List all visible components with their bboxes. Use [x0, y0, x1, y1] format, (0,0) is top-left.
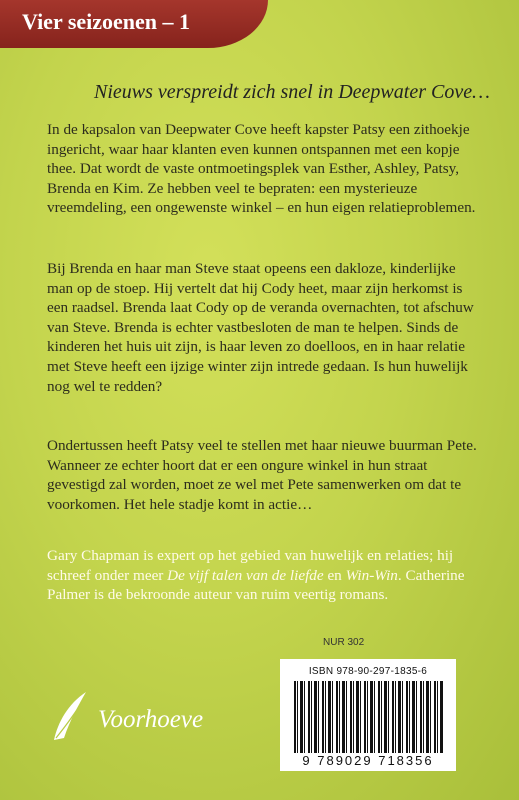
ean-digits: 9 789029 718356 — [302, 753, 434, 768]
series-title-tab — [0, 0, 268, 48]
publisher-name: Voorhoeve — [98, 706, 204, 733]
nur-code: NUR 302 — [323, 637, 365, 648]
author-bio-book-1: De vijf talen van de liefde — [167, 566, 324, 584]
author-bio-book-2: Win-Win — [345, 566, 398, 584]
author-bio-text-2: en — [323, 566, 346, 584]
tagline: Nieuws verspreidt zich snel in Deepwater Cove… — [94, 81, 490, 103]
author-bio — [47, 546, 477, 605]
blurb-paragraph-1: In de kapsalon van Deepwater Cove heeft kapster Patsy een zithoekje ingericht, waar haar klanten even kunnen ontspannen met een kopje thee. Dat wordt de vaste ontmoetingsplek van Esther, Ashley, Patsy, Brenda en Kim. Ze hebben veel te bepraten: een mysterieuze vreemdeling, een ongewenste winkel – en hun eigen relatieproblemen. — [47, 121, 476, 217]
publisher-logo — [42, 688, 242, 744]
quill-icon — [42, 688, 98, 744]
blurb-paragraph-2: Bij Brenda en haar man Steve staat opeens een dakloze, kinderlijke man op de stoep. Hij vertelt dat hij Cody heet, maar zijn herkomst is een raadsel. Brenda laat Cody op de veranda overnachten, tot afschuw van Steve. Brenda is echter vastbesloten de man te helpen. Sinds de kinderen het huis uit zijn, is haar leven zo doelloos, en in haar relatie met Steve heeft een ijzige winter zijn intrede gedaan. Is hun huwelijk nog wel te redden? — [47, 260, 474, 395]
author-bio-text-1: Gary Chapman is expert op het gebied van huwelijk en relaties; hij schreef onder meer — [47, 547, 454, 584]
barcode-icon — [294, 681, 444, 753]
isbn-label: ISBN 978-90-297-1835-6 — [308, 666, 428, 677]
author-bio-text-3: . Catherine Palmer is de bekroonde auteur van ruim veertig romans. — [47, 566, 465, 604]
barcode-box — [280, 659, 456, 771]
blurb-paragraph-3: Ondertussen heeft Patsy veel te stellen met haar nieuwe buurman Pete. Wanneer ze echter hoort dat er een ongure winkel in hun straat gevestigd zal worden, moet ze wel met Pete samenwerken om dat te voorkomen. Het hele stadje komt in actie… — [47, 437, 477, 513]
series-title: Vier seizoenen – 1 — [22, 9, 191, 34]
